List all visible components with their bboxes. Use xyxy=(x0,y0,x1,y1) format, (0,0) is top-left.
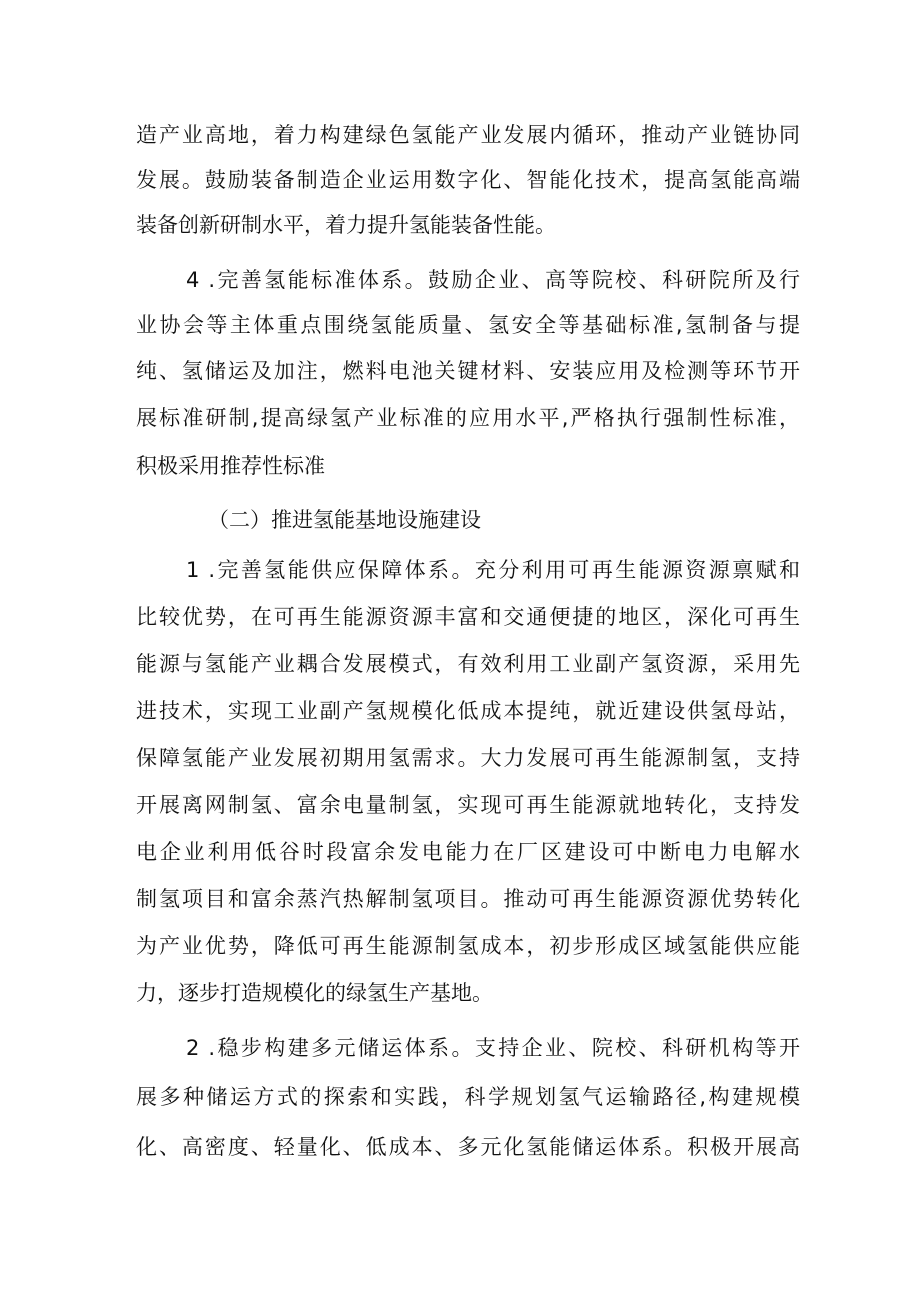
paragraph-line: 比较优势，在可再生能源资源丰富和交通便捷的地区，深化可再生 xyxy=(136,605,800,629)
paragraph-line: 电企业利用低谷时段富余发电能力在厂区建设可中断电力电解水 xyxy=(136,840,800,864)
paragraph-line: 4 .完善氢能标准体系。鼓励企业、高等院校、科研院所及行 xyxy=(186,268,800,292)
paragraph-line: 2 .稳步构建多元储运体系。支持企业、院校、科研机构等开 xyxy=(186,1036,800,1060)
paragraph-line: 纯、氢储运及加注，燃料电池关键材料、安装应用及检测等环节开 xyxy=(136,359,800,383)
paragraph-line: 能源与氢能产业耦合发展模式，有效利用工业副产氢资源，采用先 xyxy=(136,652,800,676)
paragraph-line: 展标准研制,提高绿氢产业标准的应用水平,严格执行强制性标准， xyxy=(136,406,800,430)
section-heading: （二）推进氢能基地设施建设 xyxy=(208,508,481,532)
paragraph-line: 开展离网制氢、富余电量制氢，实现可再生能源就地转化，支持发 xyxy=(136,793,800,817)
paragraph-line: 力，逐步打造规模化的绿氢生产基地。 xyxy=(136,981,493,1005)
paragraph-line: 制氢项目和富余蒸汽热解制氢项目。推动可再生能源资源优势转化 xyxy=(136,887,800,911)
paragraph-line: 造产业高地，着力构建绿色氢能产业发展内循环，推动产业链协同 xyxy=(136,123,800,147)
paragraph-line: 展多种储运方式的探索和实践，科学规划氢气运输路径,构建规模 xyxy=(136,1085,800,1109)
paragraph-line: 为产业优势，降低可再生能源制氢成本，初步形成区域氢能供应能 xyxy=(136,934,800,958)
paragraph-line: 保障氢能产业发展初期用氢需求。大力发展可再生能源制氢，支持 xyxy=(136,746,800,770)
paragraph-line: 发展。鼓励装备制造企业运用数字化、智能化技术，提高氢能高端 xyxy=(136,168,800,192)
paragraph-line: 化、高密度、轻量化、低成本、多元化氢能储运体系。积极开展高 xyxy=(136,1135,800,1159)
paragraph-line: 1 .完善氢能供应保障体系。充分利用可再生能源资源禀赋和 xyxy=(186,558,800,582)
paragraph-line: 装备创新研制水平，着力提升氢能装备性能。 xyxy=(136,213,556,237)
paragraph-line: 进技术，实现工业副产氢规模化低成本提纯，就近建设供氢母站， xyxy=(136,699,800,723)
paragraph-line: 积极采用推荐性标准 xyxy=(136,454,325,478)
paragraph-line: 业协会等主体重点围绕氢能质量、氢安全等基础标准,氢制备与提 xyxy=(136,313,800,337)
